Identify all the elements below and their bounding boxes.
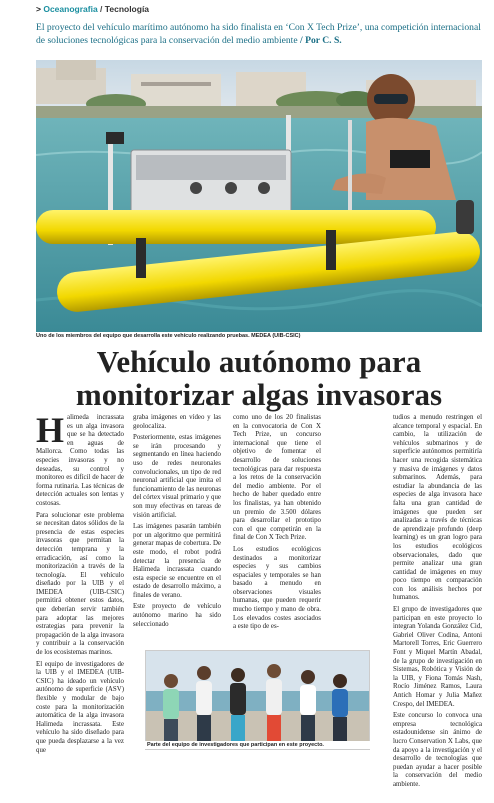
section-name[interactable]: Oceanografia [43,4,98,14]
paragraph: Este concurso lo convoca una empresa tecnológica estadounidense sin ánimo de lucro Conservation X Labs, que da apoyo a la investigación y el desarrollo de tecnologías que puedan ayudar a hacer posible la conservación del medio ambiente. [393,712,482,788]
paragraph: Para solucionar este problema se necesitan datos sólidos de la presencia de estas especies invasoras que permitan la detección temprana y la erradicación, así como la monitorización a través de la tecnología. El vehículo diseñado por la UIB y el IMEDEA (UIB-CSIC) permitirá obtener estos datos, que deberían servir también para adoptar las mejores estrategias para prevenir la propagación de la alga invasora y contribuir a la conservación de los ecosistemas marinos. [36,511,124,657]
team-photo-caption: Parte del equipo de investigadores que participan en este proyecto. [145,741,370,749]
article-lede [36,22,482,47]
paragraph: Este proyecto de vehículo autónomo marino ha sido seleccionado [133,603,221,628]
breadcrumb [36,4,149,14]
paragraph: graba imágenes en vídeo y las geolocaliza. [133,414,221,430]
paragraph: tudios a menudo restringen el alcance temporal y espacial. En cambio, la utilización de vehículos submarinos y de superficie autónomos permitiría hacer una recogida sistemática y masiva de imágenes y datos submarinos. Además, para estudiar la abundancia de las especies de alga invasora hace falta una gran cantidad de imágenes que pueden ser analizadas a través de técnicas de aprendizaje profundo (deep learning) es un gran logro para los estudios ecológicos observacionales, dado que permite analizar una gran cantidad de imágenes en muy poco tiempo en comparación con los análisis hechos por humanos. [393,414,482,602]
paragraph: El equipo de investigadores de la UIB y el IMEDEA (UIB-CSIC) ha ideado un vehículo autónomo de superficie (ASV) flexible y modular de bajo coste para la monitorización automática de la alga invasora Halimeda incrassata. Este vehículo ha sido diseñado para que pueda desplazarse a la vez que [36,660,124,754]
paragraph: El grupo de investigadores que participan en este proyecto lo integran Yolanda González Cid, Gabriel Oliver Codina, Antoni Martorell Torres, Eric Guerrero Font y Miquel Martín Abadal, de la grupo de investigación en Sistemas, Robótica y Visión de la UIB, y Fiona Tomás Nash, Rocío Jiménez Ramos, Laura Antich Homar y Julia Mañez Crespo, del IMEDEA. [393,606,482,708]
main-photo-illustration [36,60,482,332]
body-column-2 [133,414,221,632]
paragraph: Posteriormente, estas imágenes se irán procesando y segmentando en línea haciendo uso de redes neuronales convolucionales, un tipo de red neuronal artificial que imita el funcionamiento de las neuronas del córtex visual primario y que son muy efectivas en tareas de visión artificial. [133,434,221,519]
main-photo [36,60,482,332]
body-column-4 [393,414,482,793]
paragraph: como uno de los 20 finalistas en la convocatoria de Con X Tech Prize, un concurso internacional que tiene el objetivo de fomentar el desarrollo de soluciones tecnológicas para dar respuesta a los retos de la conservación del medio ambiente. Por el hecho de haber quedado entre los finalistas, ya han obtenido un premio de 3.500 dólares para desarrollar el prototipo con el que competirán en la final de Con X Tech Prize. [233,414,321,542]
team-photo-illustration [146,651,370,750]
body-column-3 [233,414,321,635]
body-column-1 [36,410,124,758]
paragraph: Los estudios ecológicos destinados a monitorizar especies y sus cambios espaciales y temporales se han basado a menudo en observaciones visuales humanas, que pueden requerir mucho tiempo y mano de obra. Los elevados costes asociados a este tipo de es- [233,545,321,631]
paragraph: Las imágenes pasarán también por un algoritmo que permitirá generar mapas de cobertura. De este modo, el robot podrá detectar la presencia de Halimeda incrassata cuando esta especie se encuentre en el estado de desarrollo máximo, a finales de verano. [133,523,221,599]
breadcrumb-separator: / [100,4,103,14]
subsection-name[interactable]: Tecnología [104,4,150,14]
drop-cap: H [36,410,65,450]
article-headline: Vehículo autónomo para monitorizar algas invasoras [75,344,443,412]
author-byline: / Por C. S. [300,34,342,46]
lede-text: El proyecto del vehículo marítimo autónomo ha sido finalista en ‘Con X Tech Prize’, una competición internacional de soluciones tecnológicas para la conservación del medio ambiente [36,22,481,46]
main-photo-caption: Uno de los miembros del equipo que desarrolla este vehículo realizando pruebas. MEDEA (UIB-CSIC) [36,333,301,339]
team-photo [145,650,370,750]
paragraph: alimeda incrassata es un alga invasora que se ha detectado en aguas de Mallorca. Como todas las especies invasoras y no deseadas, su control y monitoreo es difícil de hacer de forma rutinaria. Las técnicas de detección actuales son lentas y costosas. [36,414,124,507]
breadcrumb-marker: > [36,4,41,14]
